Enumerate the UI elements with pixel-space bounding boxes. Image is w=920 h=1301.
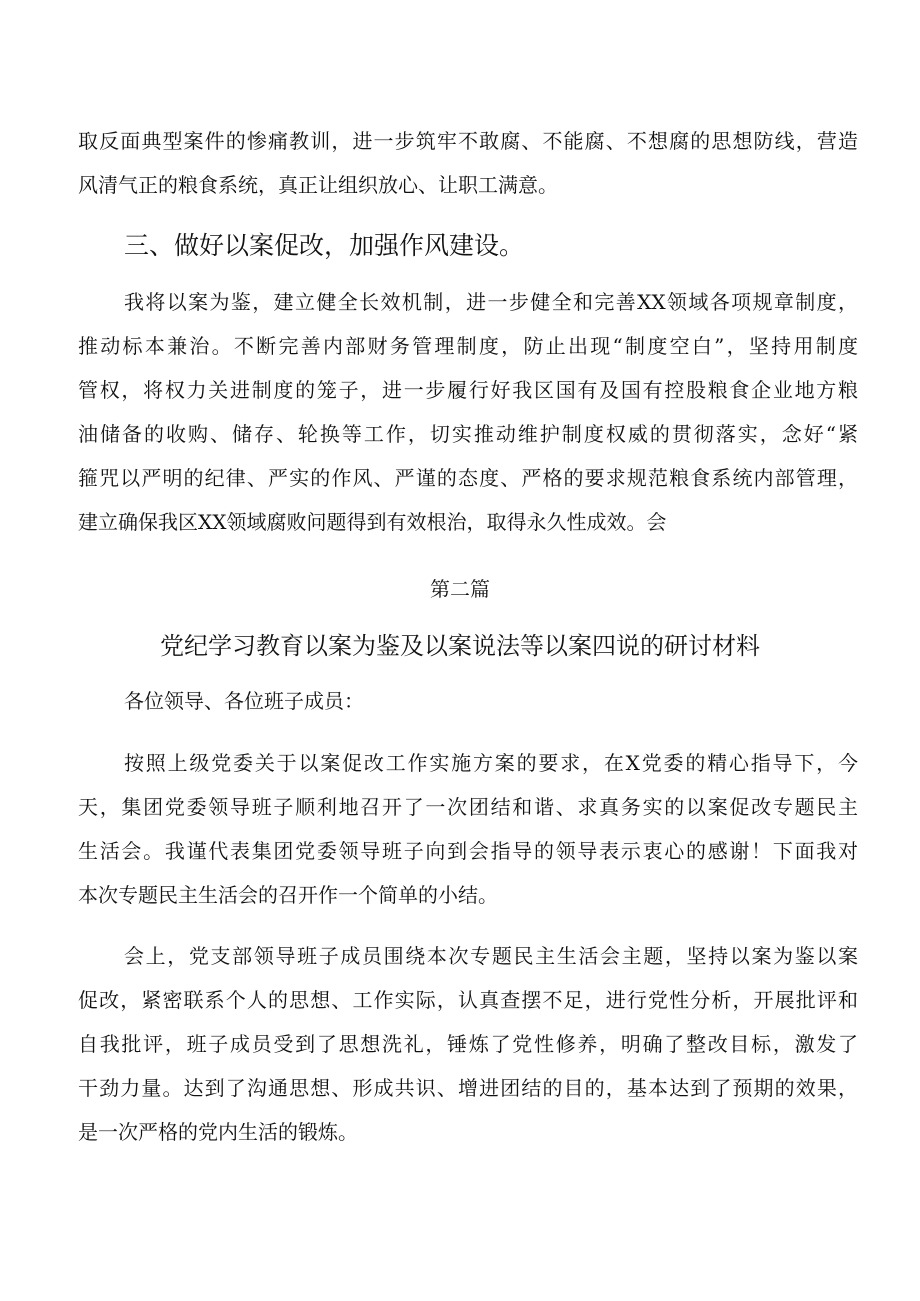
paragraph-line: 是一次严格的党内生活的锻炼。 (78, 1120, 358, 1144)
paragraph-line: 本次专题民主生活会的召开作一个简单的小结。 (78, 883, 498, 907)
paragraph-line: 会上，党支部领导班子成员围绕本次专题民主生活会主题，坚持以案为鉴以案 (124, 944, 858, 968)
paragraph-line: 我将以案为鉴，建立健全长效机制，进一步健全和完善XX领域各项规章制度， (124, 290, 858, 314)
salutation: 各位领导、各位班子成员： (124, 689, 364, 713)
paragraph-line: 建立确保我区XX领域腐败问题得到有效根治，取得永久性成效。会 (78, 510, 667, 534)
paragraph-line: 自我批评，班子成员受到了思想洗礼，锤炼了党性修养，明确了整改目标，激发了 (78, 1032, 858, 1056)
paragraph-line: 管权，将权力关进制度的笼子，进一步履行好我区国有及国有控股粮食企业地方粮 (78, 378, 858, 402)
document-title: 党纪学习教育以案为鉴及以案说法等以案四说的研讨材料 (160, 632, 760, 660)
paragraph-line: 促改，紧密联系个人的思想、工作实际，认真查摆不足，进行党性分析，开展批评和 (78, 988, 858, 1012)
paragraph-line: 油储备的收购、储存、轮换等工作，切实推动维护制度权威的贯彻落实，念好“紧 (78, 422, 858, 446)
paragraph-line: 按照上级党委关于以案促改工作实施方案的要求，在X党委的精心指导下，今 (124, 751, 858, 775)
paragraph-line: 生活会。我谨代表集团党委领导班子向到会指导的领导表示衷心的感谢！下面我对 (78, 839, 858, 863)
paragraph-line: 箍咒以严明的纪律、严实的作风、严谨的态度、严格的要求规范粮食系统内部管理， (78, 466, 858, 490)
paragraph-line: 干劲力量。达到了沟通思想、形成共识、增进团结的目的，基本达到了预期的效果， (78, 1076, 858, 1100)
paragraph-line: 风清气正的粮食系统，真正让组织放心、让职工满意。 (78, 173, 558, 197)
section-heading: 三、做好以案促改，加强作风建设。 (124, 231, 525, 260)
paragraph-line: 取反面典型案件的惨痛教训，进一步筑牢不敢腐、不能腐、不想腐的思想防线，营造 (78, 129, 858, 153)
part-label: 第二篇 (430, 577, 490, 601)
paragraph-line: 推动标本兼治。不断完善内部财务管理制度，防止出现“制度空白”，坚持用制度 (78, 334, 858, 358)
paragraph-line: 天，集团党委领导班子顺利地召开了一次团结和谐、求真务实的以案促改专题民主 (78, 795, 858, 819)
